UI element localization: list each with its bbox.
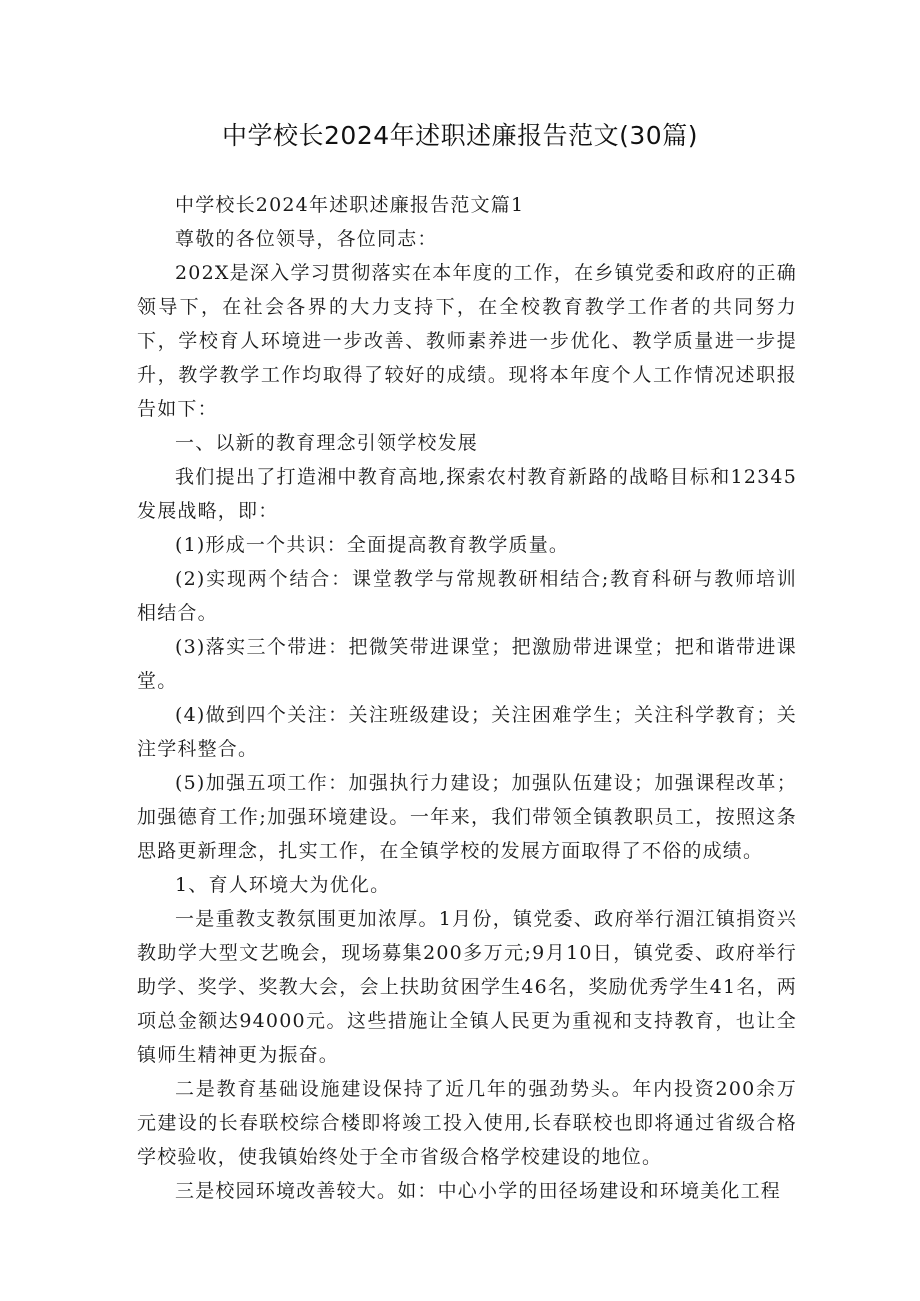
list-item: (5)加强五项工作：加强执行力建设；加强队伍建设；加强课程改革；加强德育工作;加强环境建设。一年来，我们带领全镇教职员工，按照这条思路更新理念，扎实工作，在全镇学校的发展方面取得了不俗的成绩。: [137, 772, 797, 862]
list-item: (1)形成一个共识：全面提高教育教学质量。: [175, 534, 570, 556]
paragraph: 202X是深入学习贯彻落实在本年度的工作，在乡镇党委和政府的正确领导下，在社会各界的大力支持下，在全校教育教学工作者的共同努力下，学校育人环境进一步改善、教师素养进一步优化、教学质量进一步提升，教学教学工作均取得了较好的成绩。现将本年度个人工作情况述职报告如下：: [137, 262, 797, 420]
salutation: 尊敬的各位领导，各位同志：: [175, 228, 438, 250]
paragraph: 一是重教支教氛围更加浓厚。1月份，镇党委、政府举行湄江镇捐资兴教助学大型文艺晚会，现场募集200多万元;9月10日，镇党委、政府举行助学、奖学、奖教大会，会上扶助贫困学生46名，奖励优秀学生41名，两项总金额达94000元。这些措施让全镇人民更为重视和支持教育，也让全镇师生精神更为振奋。: [137, 908, 797, 1066]
paragraph: 三是校园环境改善较大。如：中心小学的田径场建设和环境美化工程: [175, 1180, 782, 1202]
paragraph: 二是教育基础设施建设保持了近几年的强劲势头。年内投资200余万元建设的长春联校综合楼即将竣工投入使用,长春联校也即将通过省级合格学校验收，使我镇始终处于全市省级合格学校建设的地位。: [137, 1078, 797, 1168]
paragraph: 我们提出了打造湘中教育高地,探索农村教育新路的战略目标和12345发展战略，即：: [137, 466, 797, 522]
list-item: (4)做到四个关注：关注班级建设；关注困难学生；关注科学教育；关注学科整合。: [137, 704, 797, 760]
section-heading: 中学校长2024年述职述廉报告范文篇1: [175, 194, 525, 216]
subsection-heading: 1、育人环境大为优化。: [175, 874, 391, 896]
document-title: 中学校长2024年述职述廉报告范文(30篇): [222, 121, 698, 150]
document-body: [137, 188, 797, 1208]
list-item: (2)实现两个结合：课堂教学与常规教研相结合;教育科研与教师培训相结合。: [137, 568, 797, 624]
section-heading: 一、以新的教育理念引领学校发展: [175, 432, 479, 454]
list-item: (3)落实三个带进：把微笑带进课堂；把激励带进课堂；把和谐带进课堂。: [137, 636, 797, 692]
